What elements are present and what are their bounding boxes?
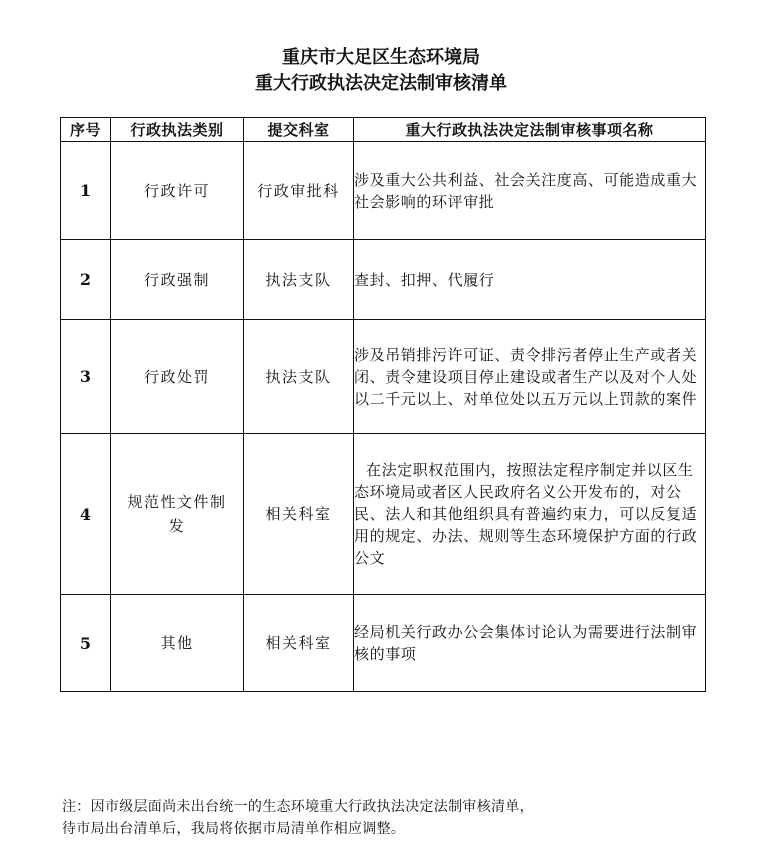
table-row [61,142,706,240]
row-submitting-department: 行政审批科 [244,142,354,240]
table-header-row [61,118,706,142]
row-enforcement-category: 其他 [111,595,244,692]
row-serial-number: 4 [61,434,111,595]
table-row [61,434,706,595]
row-serial-number: 2 [61,240,111,320]
row-enforcement-category: 规范性文件制发 [111,434,244,595]
table-row [61,320,706,434]
row-submitting-department: 执法支队 [244,240,354,320]
row-serial-number: 3 [61,320,111,434]
footnote [62,796,722,840]
document-title-line2: 重大行政执法决定法制审核清单 [255,73,507,94]
row-review-item: 涉及吊销排污许可证、责令排污者停止生产或者关闭、责令建设项目停止建设或者生产以及对个人处以二千元以上、对单位处以五万元以上罚款的案件 [354,320,706,434]
row-serial-number: 5 [61,595,111,692]
row-enforcement-category: 行政许可 [111,142,244,240]
table-row [61,595,706,692]
row-review-item: 涉及重大公共利益、社会关注度高、可能造成重大社会影响的环评审批 [354,142,706,240]
header-submitting-department: 提交科室 [244,118,354,142]
header-serial-number: 序号 [61,118,111,142]
row-enforcement-category: 行政强制 [111,240,244,320]
row-submitting-department: 相关科室 [244,434,354,595]
footnote-line1: 注：因市级层面尚未出台统一的生态环境重大行政执法决定法制审核清单， [62,799,534,815]
row-review-item: 在法定职权范围内，按照法定程序制定并以区生态环境局或者区人民政府名义公开发布的，对公民、法人和其他组织具有普遍约束力，可以反复适用的规定、办法、规则等生态环境保护方面的行政公文 [354,434,706,595]
row-submitting-department: 相关科室 [244,595,354,692]
row-review-item: 经局机关行政办公会集体讨论认为需要进行法制审核的事项 [354,595,706,692]
row-submitting-department: 执法支队 [244,320,354,434]
review-list-table [60,117,706,692]
table-row [61,240,706,320]
row-enforcement-category: 行政处罚 [111,320,244,434]
header-enforcement-category: 行政执法类别 [111,118,244,142]
row-serial-number: 1 [61,142,111,240]
row-review-item: 查封、扣押、代履行 [354,240,706,320]
header-review-item-name: 重大行政执法决定法制审核事项名称 [354,118,706,142]
document-title-line1: 重庆市大足区生态环境局 [282,47,480,68]
footnote-line2: 待市局出台清单后，我局将依据市局清单作相应调整。 [62,821,406,837]
